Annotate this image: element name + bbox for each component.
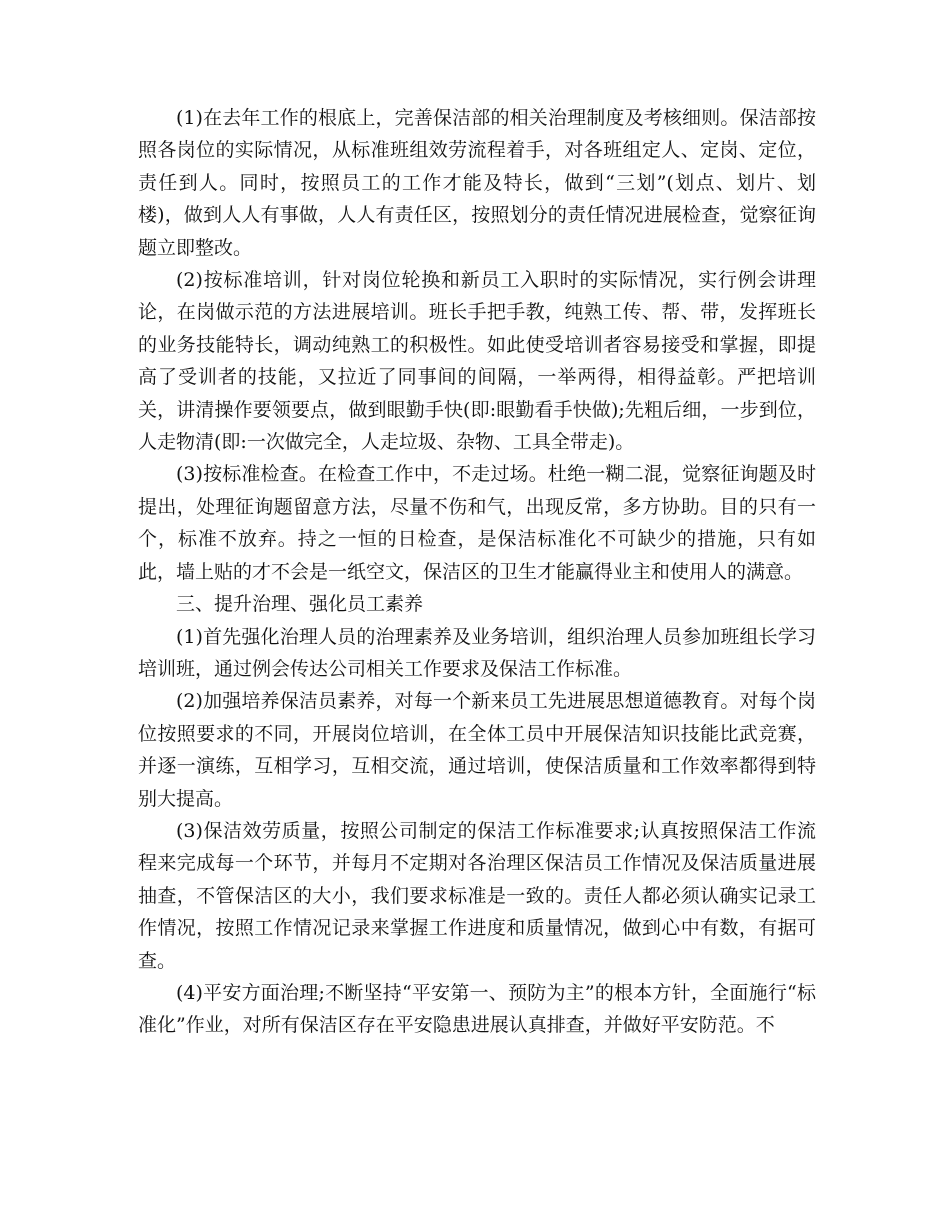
section-heading: 三、提升治理、强化员工素养 bbox=[176, 593, 424, 616]
paragraph-1: (1)在去年工作的根底上，完善保洁部的相关治理制度及考核细则。保洁部按照各岗位的实际情况，从标准班组效劳流程着手，对各班组定人、定岗、定位，责任到人。同时，按照员工的工作才能及特长，做到“三划”(划点、划片、划楼)，做到人人有事做，人人有责任区，按照划分的责任情况进展检查，觉察征询题立即整改。 bbox=[138, 107, 816, 259]
paragraph-3: (3)按标准检查。在检查工作中，不走过场。杜绝一糊二混，觉察征询题及时提出，处理征询题留意方法，尽量不伤和气，出现反常，多方协助。目的只有一个，标准不放弃。持之一恒的日检查，是保洁标准化不可缺少的措施，只有如此，墙上贴的才不会是一纸空文，保洁区的卫生才能赢得业主和使用人的满意。 bbox=[138, 463, 816, 583]
paragraph-2: (2)按标准培训，针对岗位轮换和新员工入职时的实际情况，实行例会讲理论，在岗做示范的方法进展培训。班长手把手教，纯熟工传、帮、带，发挥班长的业务技能特长，调动纯熟工的积极性。如此使受培训者容易接受和掌握，即提高了受训者的技能，又拉近了同事间的间隔，一举两得，相得益彰。严把培训关，讲清操作要领要点，做到眼勤手快(即:眼勤看手快做);先粗后细，一步到位，人走物清(即:一次做完全，人走垃圾、杂物、工具全带走)。 bbox=[138, 269, 816, 454]
paragraph-4: (1)首先强化治理人员的治理素养及业务培训，组织治理人员参加班组长学习培训班，通过例会传达公司相关工作要求及保洁工作标准。 bbox=[138, 625, 816, 680]
paragraph-5: (2)加强培养保洁员素养，对每一个新来员工先进展思想道德教育。对每个岗位按照要求的不同，开展岗位培训，在全体工员中开展保洁知识技能比武竞赛，并逐一演练，互相学习，互相交流，通过培训，使保洁质量和工作效率都得到特别大提高。 bbox=[138, 690, 816, 810]
paragraph-6: (3)保洁效劳质量，按照公司制定的保洁工作标准要求;认真按照保洁工作流程来完成每一个环节，并每月不定期对各治理区保洁员工作情况及保洁质量进展抽查，不管保洁区的大小，我们要求标准是一致的。责任人都必须认确实记录工作情况，按照工作情况记录来掌握工作进度和质量情况，做到心中有数，有据可查。 bbox=[138, 819, 816, 972]
paragraph-7: (4)平安方面治理;不断坚持“平安第一、预防为主”的根本方针，全面施行“标准化”作业，对所有保洁区存在平安隐患进展认真排查，并做好平安防范。不 bbox=[138, 981, 816, 1037]
